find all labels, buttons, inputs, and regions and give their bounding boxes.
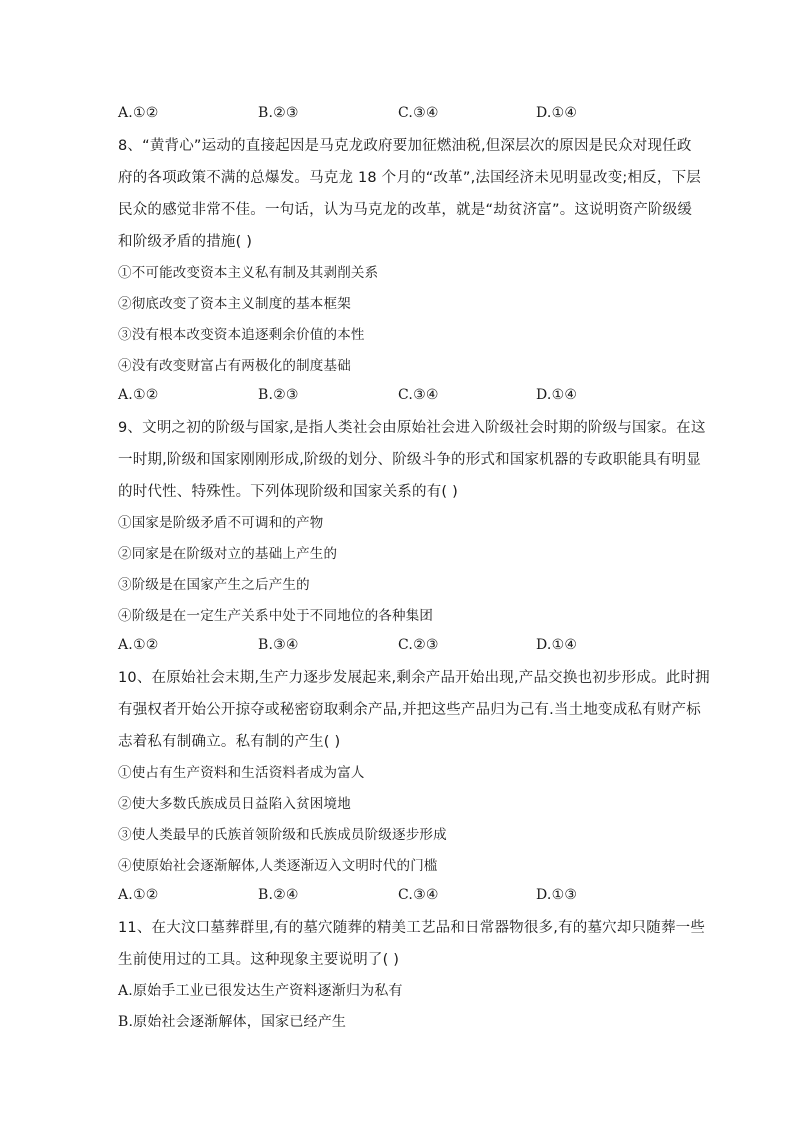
q8-option-c[interactable]: C.③④ [398, 387, 439, 403]
q7-option-c[interactable]: C.③④ [398, 105, 439, 121]
q8-stem-line-1: 8、“黄背心”运动的直接起因是马克龙政府要加征燃油税,但深层次的原因是民众对现任政 [118, 138, 692, 154]
q11-option-b[interactable]: B.原始社会逐渐解体，国家已经产生 [118, 1014, 347, 1030]
q10-stem-line-3: 志着私有制确立。私有制的产生( ) [118, 734, 341, 750]
q7-option-b[interactable]: B.②③ [258, 105, 299, 121]
q8-item-4: ④没有改变财富占有两极化的制度基础 [118, 358, 351, 374]
q9-item-4: ④阶级是在一定生产关系中处于不同地位的各种集团 [118, 608, 434, 624]
q8-stem-line-2: 府的各项政策不满的总爆发。马克龙 18 个月的“改革”,法国经济未见明显改变;相反，下层 [118, 170, 701, 186]
q9-option-c[interactable]: C.②③ [398, 637, 439, 653]
q8-stem-line-3: 民众的感觉非常不佳。一句话，认为马克龙的改革，就是“劫贫济富”。这说明资产阶级缓 [118, 202, 693, 218]
q10-item-4: ④使原始社会逐渐解体,人类逐渐迈入文明时代的门槛 [118, 858, 438, 874]
q9-stem-line-2: 一时期,阶级和国家刚刚形成,阶级的划分、阶级斗争的形式和国家机器的专政职能具有明显 [118, 452, 701, 468]
q8-item-3: ③没有根本改变资本追逐剩余价值的本性 [118, 327, 365, 343]
q8-option-a[interactable]: A.①② [118, 387, 159, 403]
q10-stem-line-1: 10、在原始社会末期,生产力逐步发展起来,剩余产品开始出现,产品交换也初步形成。此时拥 [118, 670, 710, 686]
q10-stem-line-2: 有强权者开始公开掠夺或秘密窃取剩余产品,并把这些产品归为己有.当土地变成私有财产标 [118, 702, 701, 718]
q9-item-2: ②同家是在阶级对立的基础上产生的 [118, 546, 338, 562]
q11-option-a[interactable]: A.原始手工业已很发达生产资料逐渐归为私有 [118, 983, 403, 999]
q8-stem-line-4: 和阶级矛盾的措施( ) [118, 234, 253, 250]
q10-option-b[interactable]: B.②④ [258, 887, 299, 903]
q8-option-d[interactable]: D.①④ [536, 387, 578, 403]
q7-option-d[interactable]: D.①④ [536, 105, 578, 121]
q9-stem-line-1: 9、文明之初的阶级与国家,是指人类社会由原始社会进入阶级社会时期的阶级与国家。在这 [118, 420, 706, 436]
q9-item-1: ①国家是阶级矛盾不可调和的产物 [118, 515, 324, 531]
q8-item-2: ②彻底改变了资本主义制度的基本框架 [118, 296, 351, 312]
q8-option-b[interactable]: B.②③ [258, 387, 299, 403]
q9-option-a[interactable]: A.①② [118, 637, 159, 653]
q10-option-c[interactable]: C.③④ [398, 887, 439, 903]
q11-stem-line-1: 11、在大汶口墓葬群里,有的墓穴随葬的精美工艺品和日常器物很多,有的墓穴却只随葬一些 [118, 920, 706, 936]
q8-item-1: ①不可能改变资本主义私有制及其剥削关系 [118, 265, 379, 281]
q9-item-3: ③阶级是在国家产生之后产生的 [118, 577, 310, 593]
q7-option-a[interactable]: A.①② [118, 105, 159, 121]
q10-option-a[interactable]: A.①② [118, 887, 159, 903]
q11-stem-line-2: 生前使用过的工具。这种现象主要说明了( ) [118, 952, 400, 968]
q9-option-d[interactable]: D.①④ [536, 637, 578, 653]
q10-item-1: ①使占有生产资料和生活资料者成为富人 [118, 765, 365, 781]
q10-item-3: ③使人类最早的氏族首领阶级和氏族成员阶级逐步形成 [118, 827, 447, 843]
q9-option-b[interactable]: B.③④ [258, 637, 299, 653]
q10-item-2: ②使大多数氏族成员日益陷入贫困境地 [118, 796, 351, 812]
q9-stem-line-3: 的时代性、特殊性。下列体现阶级和国家关系的有( ) [118, 484, 458, 500]
q10-option-d[interactable]: D.①③ [536, 887, 578, 903]
